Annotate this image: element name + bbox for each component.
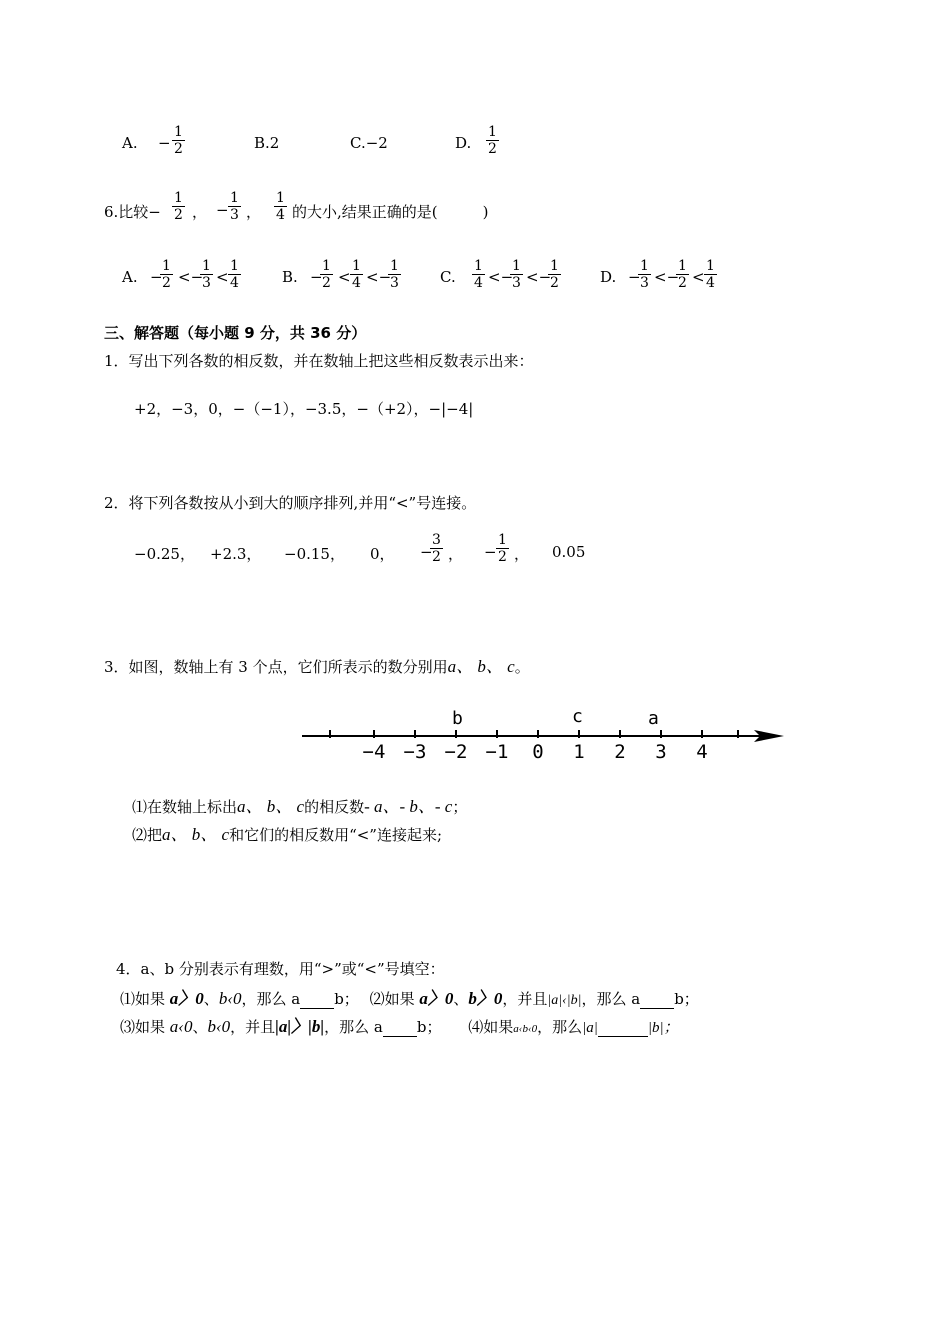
axis-tick-label: −3 xyxy=(403,741,427,763)
axis-tick-label: 0 xyxy=(532,741,544,763)
point-label-a: a xyxy=(648,708,659,729)
point-label-b: b xyxy=(452,708,463,729)
q6-separator: ， xyxy=(192,203,208,221)
problem-1-numbers: +2，−3，0，−（−1），−3.5，−（+2），−|−4| xyxy=(134,400,474,418)
q6-separator: ， xyxy=(246,203,262,221)
axis-tick-label: 1 xyxy=(573,741,585,763)
answer-blank[interactable] xyxy=(598,1018,648,1037)
q5-option-d-fraction: $\frac{1}{2}$ xyxy=(488,124,497,158)
answer-blank[interactable] xyxy=(640,990,674,1009)
axis-tick-label: −4 xyxy=(362,741,386,763)
q6-fraction-1: $\frac{1}{2}$ xyxy=(174,190,183,224)
problem-3-sub-2: ⑵把a、 b、 c和它们的相反数用“<”连接起来; xyxy=(132,825,443,844)
q5-option-a-label: A. xyxy=(122,134,138,152)
q5-option-a-sign: − xyxy=(158,134,171,152)
q6-suffix: 的大小,结果正确的是( ) xyxy=(292,203,489,221)
problem-3-sub-1: ⑴在数轴上标出a、 b、 c的相反数- a、- b、- c； xyxy=(132,797,468,816)
q5-option-b: B.2 xyxy=(254,134,280,152)
point-label-c: c xyxy=(572,706,583,727)
problem-2-question: 2．将下列各数按从小到大的顺序排列,并用“<”号连接。 xyxy=(104,494,477,512)
q5-option-d-label: D. xyxy=(455,134,472,152)
q6-fraction-3: $\frac{1}{4}$ xyxy=(276,190,285,224)
q6-fraction-2: $\frac{1}{3}$ xyxy=(230,190,239,224)
answer-blank[interactable] xyxy=(383,1018,417,1037)
q6-sign-2: − xyxy=(216,201,229,219)
axis-tick-label: −2 xyxy=(444,741,468,763)
axis-tick-label: 4 xyxy=(696,741,708,763)
problem-2-fraction-1: $\frac{3}{2}$ xyxy=(432,532,441,566)
q6-prefix: 6.比较− xyxy=(104,203,161,221)
q6-options: A. − $\frac{1}{2}$ <− $\frac{1}{3}$ < $\frac{1}{4}$ B. − $\frac{1}{2}$ < $\frac{1}{4}$ <− $\frac{1}{3}$ C. $\frac{1}{4}$ <− $\frac{1}{3}$ <− $\frac{1}{2}$ D. − $\frac{1}{3}$ <− $\frac{1}{2}$ < $\frac{1}{4}$ xyxy=(122,258,715,292)
number-line xyxy=(296,700,796,770)
problem-2-numbers: −0.25， +2.3， −0.15， 0， − $\frac{3}{2}$ ， − $\frac{1}{2}$ ， 0.05 xyxy=(134,532,586,566)
axis-tick-label: 2 xyxy=(614,741,626,763)
axis-tick-label: 3 xyxy=(655,741,667,763)
problem-3-question: 3．如图，数轴上有 3 个点，它们所表示的数分别用a、 b、 c。 xyxy=(104,657,530,676)
problem-4-line-2: ⑶如果 a‹0、b‹0，并且|a|〉|b|，那么 a b； ⑷如果a‹b‹0，那么|a| |b|； xyxy=(120,1017,679,1036)
q5-option-c: C.−2 xyxy=(350,134,388,152)
problem-1-question: 1．写出下列各数的相反数，并在数轴上把这些相反数表示出来： xyxy=(104,352,534,370)
problem-4-line-1: ⑴如果 a〉0、b‹0，那么 a b； ⑵如果 a〉0、b〉0，并且|a|‹|b|，那么 a b； xyxy=(120,989,699,1008)
problem-4-question: 4．a、b 分别表示有理数，用“>”或“<”号填空： xyxy=(116,960,445,978)
q5-option-a-fraction: $\frac{1}{2}$ xyxy=(174,124,183,158)
problem-2-fraction-2: $\frac{1}{2}$ xyxy=(498,532,507,566)
axis-tick-label: −1 xyxy=(485,741,509,763)
axis-tick-labels xyxy=(363,741,708,763)
answer-blank[interactable] xyxy=(300,990,334,1009)
section-heading: 三、解答题（每小题 9 分，共 36 分） xyxy=(104,324,367,342)
